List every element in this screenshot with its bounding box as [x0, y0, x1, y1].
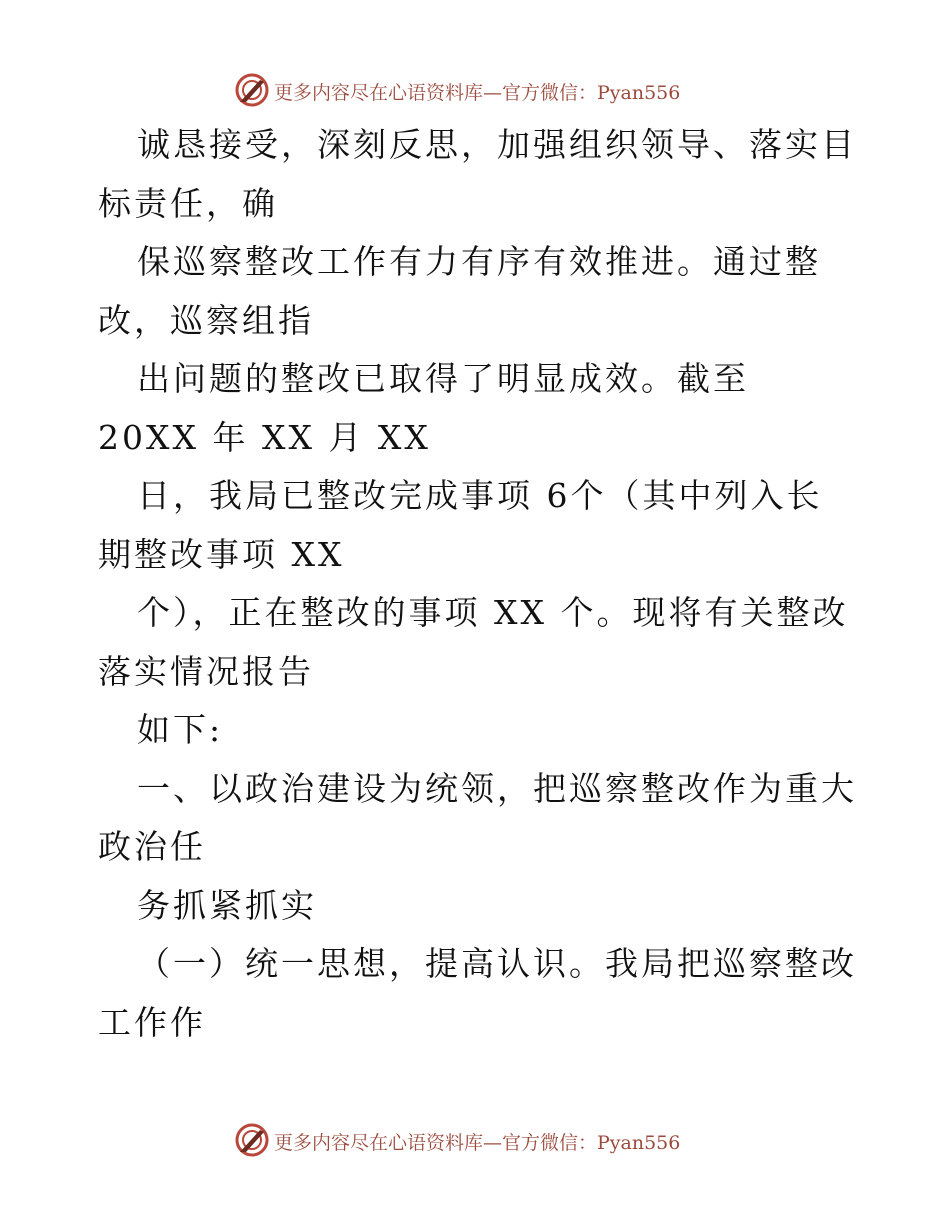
banner-text: 更多内容尽在心语资料库—官方微信：Pyan556 [274, 82, 681, 104]
footer-banner [0, 1120, 950, 1160]
paragraph-line: （一）统一思想，提高认识。我局把巡察整改工作作 [98, 944, 857, 1042]
paragraph-line: 诚恳接受，深刻反思，加强组织领导、落实目标责任，确 [98, 125, 857, 223]
paragraph-line: 如下: [137, 710, 224, 749]
paragraph-line: 保巡察整改工作有力有序有效推进。通过整改，巡察组指 [98, 242, 821, 340]
paragraph-line: 出问题的整改已取得了明显成效。截至 20XX 年 XX 月 XX [98, 359, 749, 457]
quill-logo-icon [234, 1122, 270, 1158]
paragraph-line: 个），正在整改的事项 XX 个。现将有关整改落实情况报告 [98, 593, 849, 691]
header-banner [0, 70, 950, 110]
paragraph-line: 日，我局已整改完成事项 6个（其中列入长期整改事项 XX [98, 476, 823, 574]
paragraph-line: 务抓紧抓实 [137, 885, 317, 925]
document-body [98, 116, 858, 1052]
paragraph-line: 一、以政治建设为统领，把巡察整改作为重大政治任 [98, 768, 857, 866]
quill-logo-icon [234, 72, 270, 108]
banner-text: 更多内容尽在心语资料库—官方微信：Pyan556 [274, 1132, 681, 1154]
